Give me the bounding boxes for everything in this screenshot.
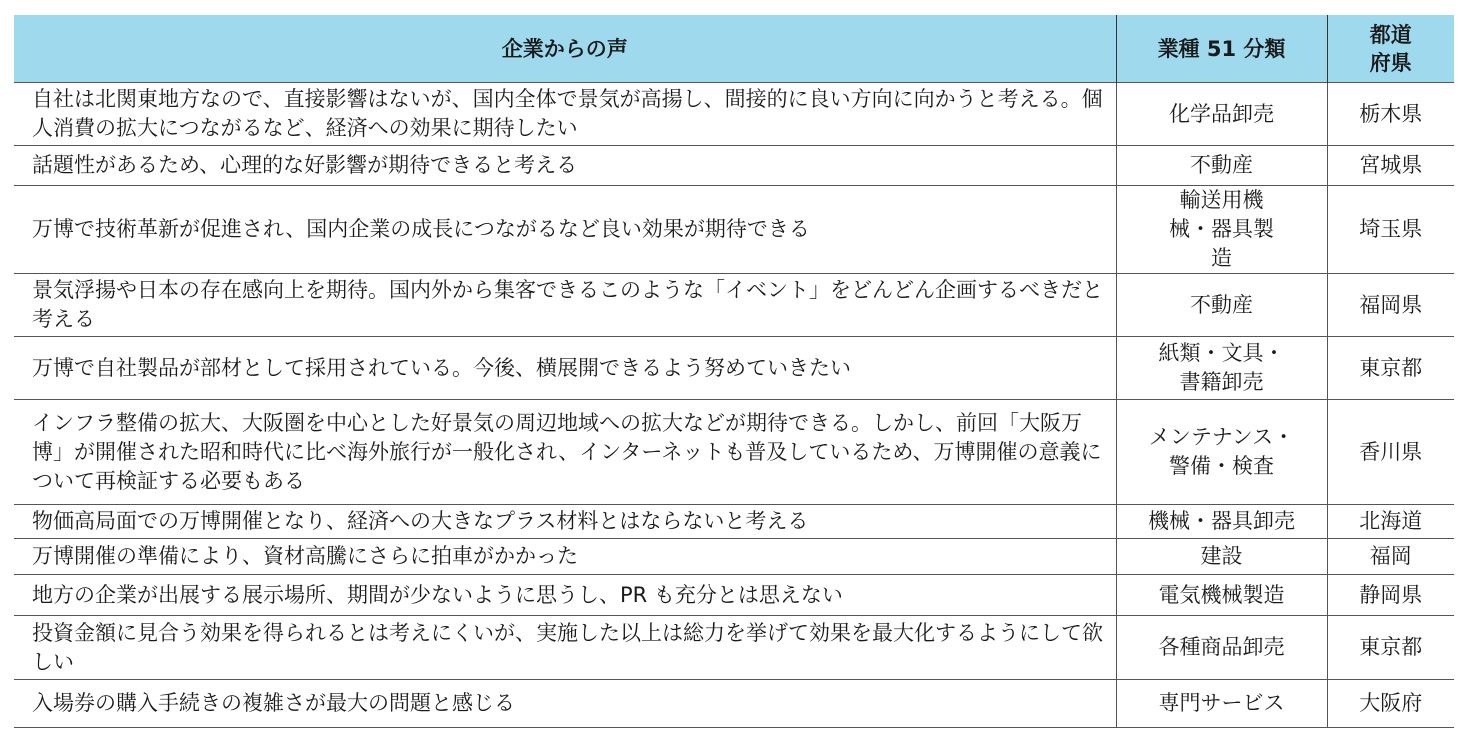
voice-cell: 万博で技術革新が促進され、国内企業の成長につながるなど良い効果が期待できる: [14, 186, 1116, 274]
industry-cell: 電気機械製造: [1116, 575, 1327, 616]
voice-cell: 話題性があるため、心理的な好影響が期待できると考える: [14, 146, 1116, 186]
table-row: [14, 146, 1454, 186]
company-voices-table: [14, 15, 1454, 728]
table-row: [14, 337, 1454, 400]
prefecture-cell: 宮城県: [1327, 146, 1454, 186]
table-row: [14, 400, 1454, 505]
table-row: [14, 505, 1454, 539]
prefecture-cell: 埼玉県: [1327, 186, 1454, 274]
voice-cell: 万博で自社製品が部材として採用されている。今後、横展開できるよう努めていきたい: [14, 337, 1116, 400]
industry-cell: 不動産: [1116, 274, 1327, 337]
header-industry: 業種 51 分類: [1116, 15, 1327, 83]
prefecture-cell: 香川県: [1327, 400, 1454, 505]
industry-cell: 専門サービス: [1116, 680, 1327, 728]
table-row: [14, 680, 1454, 728]
prefecture-cell: 東京都: [1327, 337, 1454, 400]
voice-cell: 景気浮揚や日本の存在感向上を期待。国内外から集客できるこのような「イベント」をどんどん企画するべきだと考える: [14, 274, 1116, 337]
voice-cell: インフラ整備の拡大、大阪圏を中心とした好景気の周辺地域への拡大などが期待できる。しかし、前回「大阪万博」が開催された昭和時代に比べ海外旅行が一般化され、インターネットも普及しているため、万博開催の意義について再検証する必要もある: [14, 400, 1116, 505]
industry-cell: 建設: [1116, 539, 1327, 575]
voice-cell: 万博開催の準備により、資材高騰にさらに拍車がかかった: [14, 539, 1116, 575]
header-voice: 企業からの声: [14, 15, 1116, 83]
industry-cell: 不動産: [1116, 146, 1327, 186]
prefecture-cell: 北海道: [1327, 505, 1454, 539]
table-row: [14, 539, 1454, 575]
industry-cell: [1116, 400, 1327, 505]
industry-cell: 各種商品卸売: [1116, 616, 1327, 680]
prefecture-cell: 東京都: [1327, 616, 1454, 680]
industry-cell: 化学品卸売: [1116, 83, 1327, 146]
header-prefecture: [1327, 15, 1454, 83]
industry-label: 紙類・文具・書籍卸売: [1158, 341, 1285, 394]
industry-cell: 機械・器具卸売: [1116, 505, 1327, 539]
industry-label: メンテナンス・警備・検査: [1148, 425, 1295, 478]
table-row: [14, 186, 1454, 274]
voice-cell: 自社は北関東地方なので、直接影響はないが、国内全体で景気が高揚し、間接的に良い方向に向かうと考える。個人消費の拡大につながるなど、経済への効果に期待したい: [14, 83, 1116, 146]
header-prefecture-label: 都道府県: [1369, 22, 1412, 75]
table-header-row: [14, 15, 1454, 83]
survey-table-container: [14, 15, 1454, 728]
industry-cell: [1116, 337, 1327, 400]
table-row: [14, 274, 1454, 337]
prefecture-cell: 静岡県: [1327, 575, 1454, 616]
industry-cell: [1116, 186, 1327, 274]
table-row: [14, 575, 1454, 616]
voice-cell: 投資金額に見合う効果を得られるとは考えにくいが、実施した以上は総力を挙げて効果を最大化するようにして欲しい: [14, 616, 1116, 680]
voice-cell: 入場券の購入手続きの複雑さが最大の問題と感じる: [14, 680, 1116, 728]
voice-cell: 物価高局面での万博開催となり、経済への大きなプラス材料とはならないと考える: [14, 505, 1116, 539]
industry-label: 輸送用機械・器具製造: [1168, 188, 1274, 270]
table-row: [14, 616, 1454, 680]
prefecture-cell: 栃木県: [1327, 83, 1454, 146]
prefecture-cell: 大阪府: [1327, 680, 1454, 728]
table-row: [14, 83, 1454, 146]
prefecture-cell: 福岡県: [1327, 274, 1454, 337]
voice-cell: 地方の企業が出展する展示場所、期間が少ないように思うし、PR も充分とは思えない: [14, 575, 1116, 616]
prefecture-cell: 福岡: [1327, 539, 1454, 575]
